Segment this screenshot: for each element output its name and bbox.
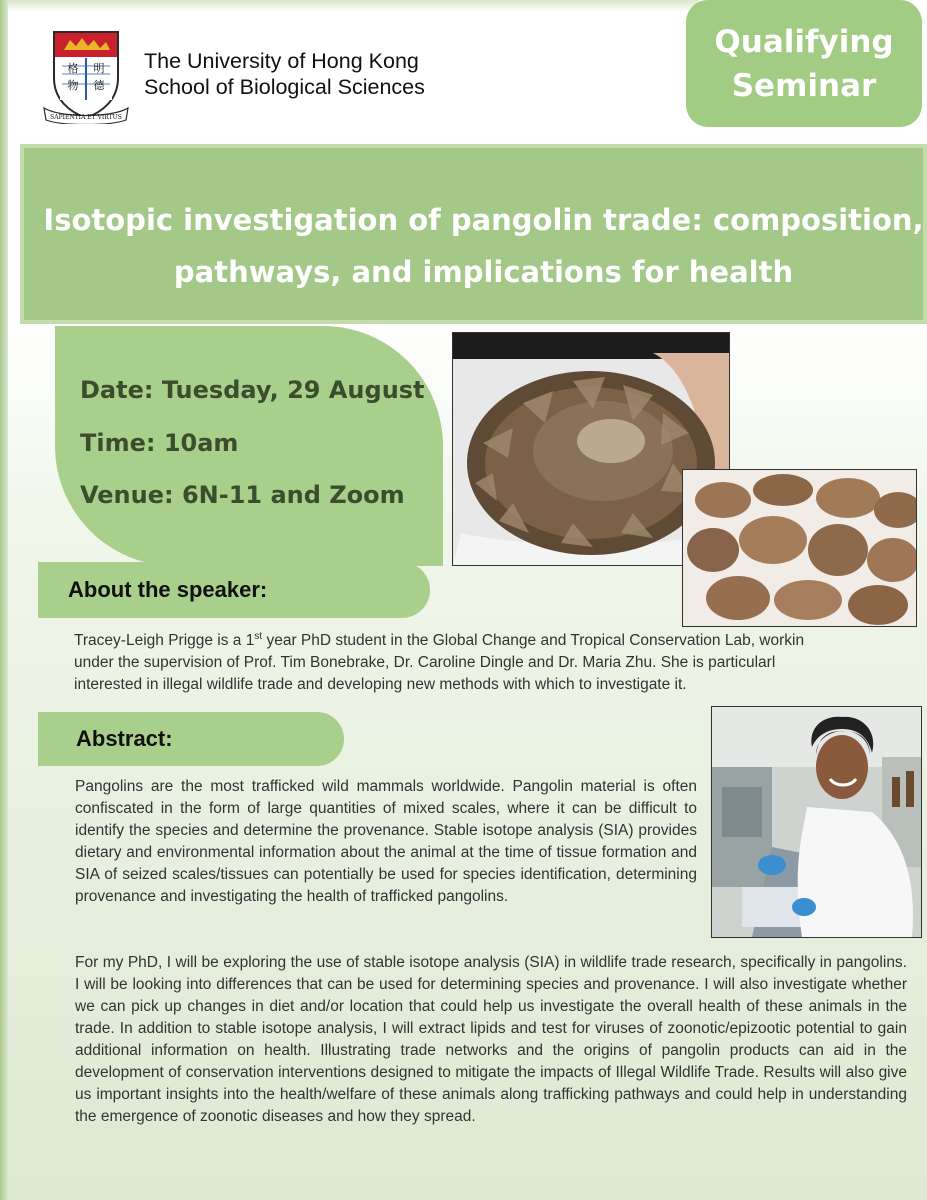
title-line2: pathways, and implications for health — [173, 255, 794, 289]
event-venue: Venue: 6N-11 and Zoom — [80, 481, 405, 509]
title-line1: Isotopic investigation of pangolin trade: composition, — [43, 203, 924, 237]
qualifying-seminar-badge — [686, 0, 922, 127]
school-name: School of Biological Sciences — [144, 75, 425, 99]
badge-line2: Seminar — [731, 67, 877, 104]
crest-char: 物 — [67, 79, 79, 92]
event-time: Time: 10am — [80, 429, 239, 457]
speaker-bio-line1 — [74, 630, 927, 652]
speaker-bio-line3: interested in illegal wildlife trade and developing new methods with which to investigate it. — [74, 676, 687, 693]
badge-line1: Qualifying — [714, 23, 894, 60]
event-date: Date: Tuesday, 29 August — [80, 376, 425, 404]
speaker-bio-line1-start: Tracey-Leigh Prigge is a 1 — [74, 632, 255, 649]
about-speaker-heading: About the speaker: — [38, 562, 430, 618]
pangolin-scales-photo — [682, 469, 917, 627]
abstract-heading: Abstract: — [38, 712, 344, 766]
left-border — [0, 0, 8, 1200]
abstract-paragraph-2: For my PhD, I will be exploring the use of stable isotope analysis (SIA) in wildlife trade research, specifically in pangolins. I will be looking into differences that can be used for determining species and provenance. I will also investigate whether we can pick up changes in diet and/or location that could help us investigate the overall health of these animals in the trade. In addition to stable isotope analysis, I will extract lipids and test for viruses of zoonotic/epizootic potential to gain additional information on health. Illustrating trade networks and the origins of pangolin products can aid in the development of conservation interventions designed to mitigate the impacts of Illegal Wildlife Trade. Results will also give us important insights into the health/welfare of these animals along trafficking pathways and could help in understanding the emergence of zoonotic diseases and how they spread. — [75, 954, 907, 1125]
university-crest-logo — [40, 28, 132, 124]
crest-motto: SAPIENTIA ET VIRTUS — [50, 114, 122, 121]
speaker-bio — [74, 630, 927, 696]
researcher-photo — [711, 706, 922, 938]
speaker-bio-ordinal: st — [254, 630, 263, 642]
speaker-bio-line1-end: year PhD student in the Global Change and Tropical Conservation Lab, workin — [262, 632, 805, 649]
crest-char: 德 — [93, 79, 105, 92]
abstract-paragraph-1: Pangolins are the most trafficked wild mammals worldwide. Pangolin material is often confiscated in the form of large quantities of mixed scales, where it can be difficult to identify the species and determine the provenance. Stable isotope analysis (SIA) provides dietary and environmental information about the animal at the time of tissue formation and SIA of seized scales/tissues can potentially be used for species identification, determining provenance and investigating the health of trafficked pangolins. — [75, 778, 697, 905]
crest-char: 明 — [93, 62, 105, 75]
university-name: The University of Hong Kong — [144, 49, 419, 73]
crest-char: 格 — [67, 62, 79, 75]
seminar-title — [40, 194, 927, 298]
top-border — [8, 0, 698, 12]
speaker-bio-line2: under the supervision of Prof. Tim Bonebrake, Dr. Caroline Dingle and Dr. Maria Zhu. She is particularl — [74, 654, 776, 671]
